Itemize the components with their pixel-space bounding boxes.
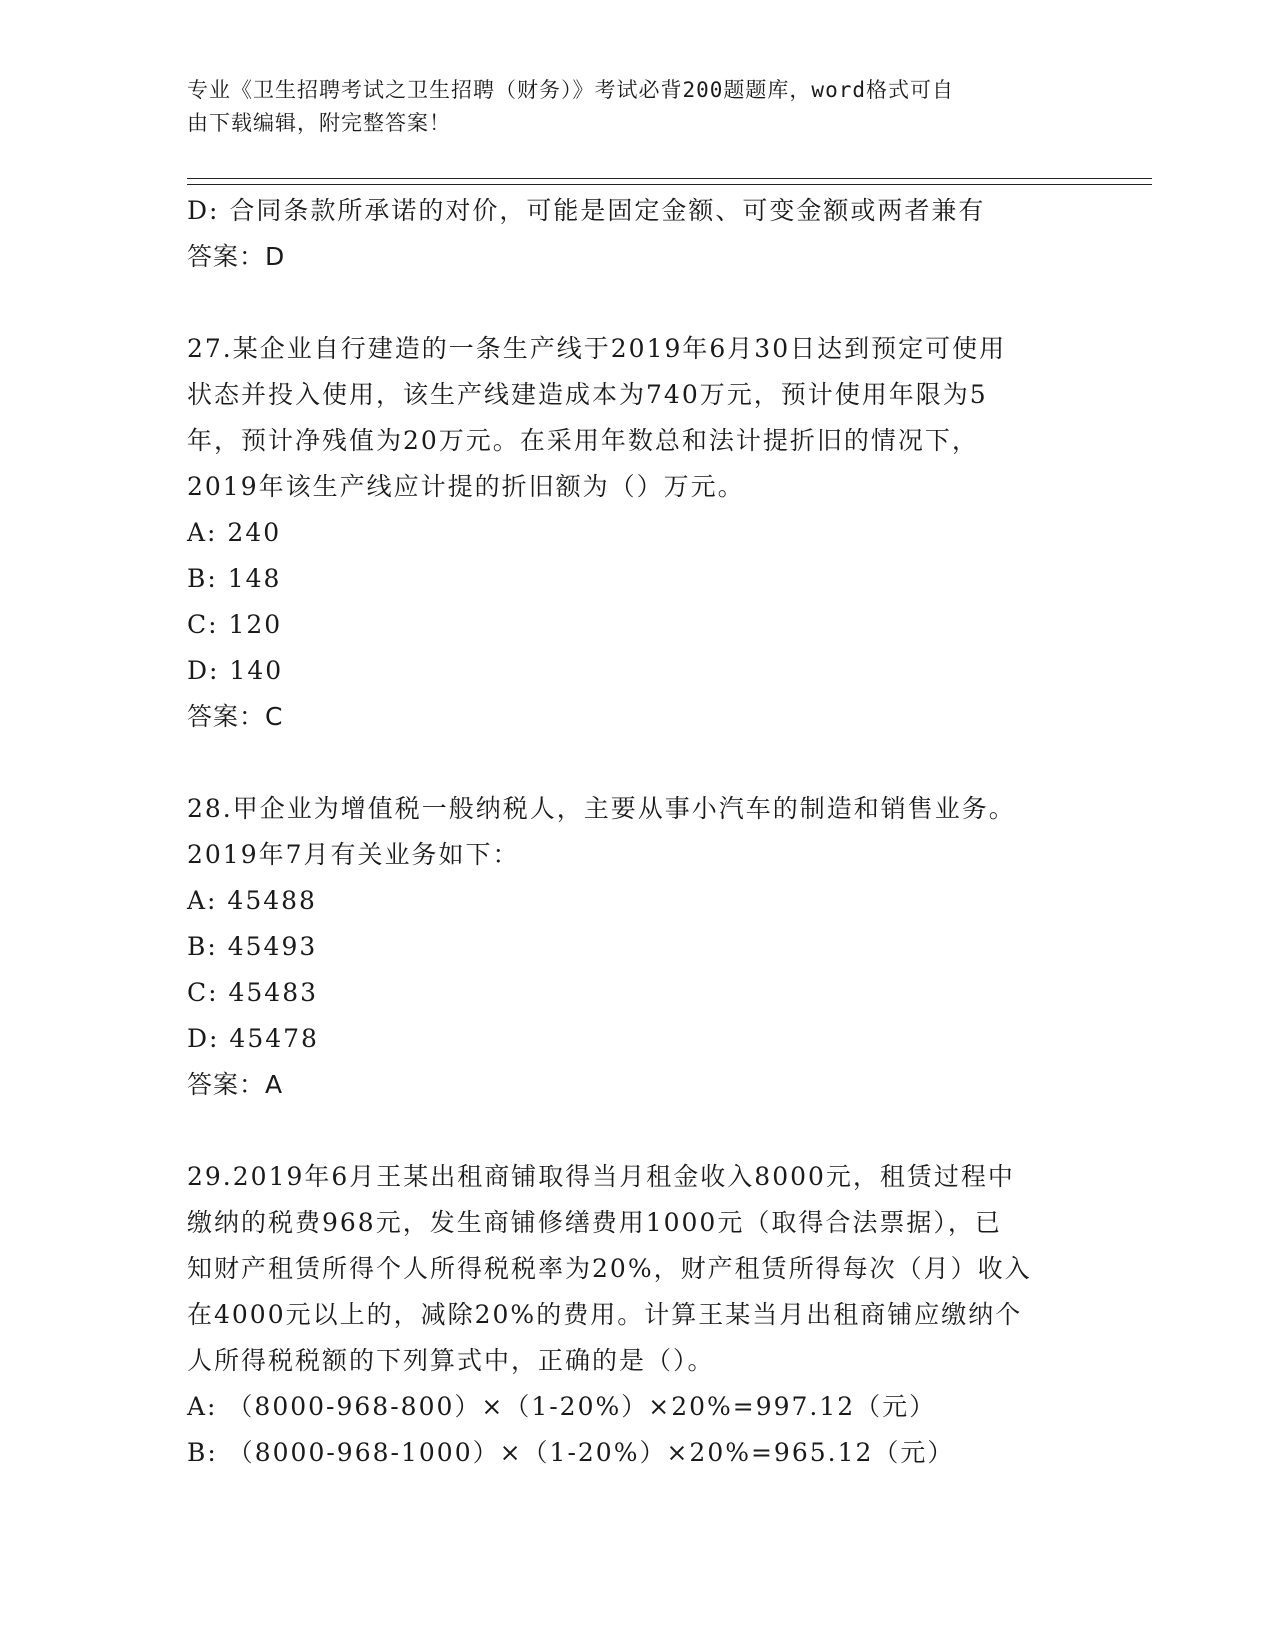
- header-title-line-1: 专业《卫生招聘考试之卫生招聘（财务）》考试必背200题题库，word格式可自: [187, 78, 954, 102]
- header-divider-bottom: [187, 184, 1152, 185]
- question-28: [187, 786, 1087, 1108]
- answer: 答案：C: [187, 702, 284, 731]
- question-text-line: 年，预计净残值为20万元。在采用年数总和法计提折旧的情况下，: [187, 426, 979, 455]
- question-text-line: 29.2019年6月王某出租商铺取得当月租金收入8000元，租赁过程中: [187, 1162, 1015, 1191]
- spacer: [187, 1108, 1087, 1154]
- option-c: C: 45483: [187, 978, 319, 1007]
- option-b: B: （8000-968-1000）×（1-20%）×20%=965.12（元）: [187, 1438, 955, 1467]
- header-title-line-2: 由下载编辑，附完整答案！: [187, 111, 451, 135]
- answer-fragment: 答案：D: [187, 242, 286, 271]
- option-a: A: （8000-968-800）×（1-20%）×20%=997.12（元）: [187, 1392, 937, 1421]
- question-27: [187, 326, 1087, 740]
- question-29: [187, 1154, 1087, 1476]
- option-c: C: 120: [187, 610, 283, 639]
- page-header: [187, 74, 1067, 140]
- question-text-line: 缴纳的税费968元，发生商铺修缮费用1000元（取得合法票据），已: [187, 1208, 1002, 1237]
- question-text-line: 2019年7月有关业务如下：: [187, 840, 520, 869]
- question-text-line: 在4000元以上的，减除20%的费用。计算王某当月出租商铺应缴纳个: [187, 1300, 1023, 1329]
- answer: 答案：A: [187, 1070, 284, 1099]
- question-text-line: 知财产租赁所得个人所得税税率为20%，财产租赁所得每次（月）收入: [187, 1254, 1032, 1283]
- option-b: B: 45493: [187, 932, 318, 961]
- document-body: [187, 188, 1087, 1476]
- spacer: [187, 740, 1087, 786]
- header-divider-top: [187, 178, 1152, 179]
- question-text-line: 状态并投入使用，该生产线建造成本为740万元，预计使用年限为5: [187, 380, 988, 409]
- spacer: [187, 280, 1087, 326]
- question-text-line: 人所得税税额的下列算式中，正确的是（）。: [187, 1346, 715, 1375]
- question-text-line: 2019年该生产线应计提的折旧额为（）万元。: [187, 472, 745, 501]
- question-text-line: 28.甲企业为增值税一般纳税人，主要从事小汽车的制造和销售业务。: [187, 794, 1016, 823]
- option-d: D: 140: [187, 656, 284, 685]
- option-a: A: 45488: [187, 886, 317, 915]
- option-a: A: 240: [187, 518, 282, 547]
- question-text-line: 27.某企业自行建造的一条生产线于2019年6月30日达到预定可使用: [187, 334, 1007, 363]
- option-d: D: 45478: [187, 1024, 319, 1053]
- option-b: B: 148: [187, 564, 282, 593]
- option-d-fragment: D: 合同条款所承诺的对价，可能是固定金额、可变金额或两者兼有: [187, 196, 986, 225]
